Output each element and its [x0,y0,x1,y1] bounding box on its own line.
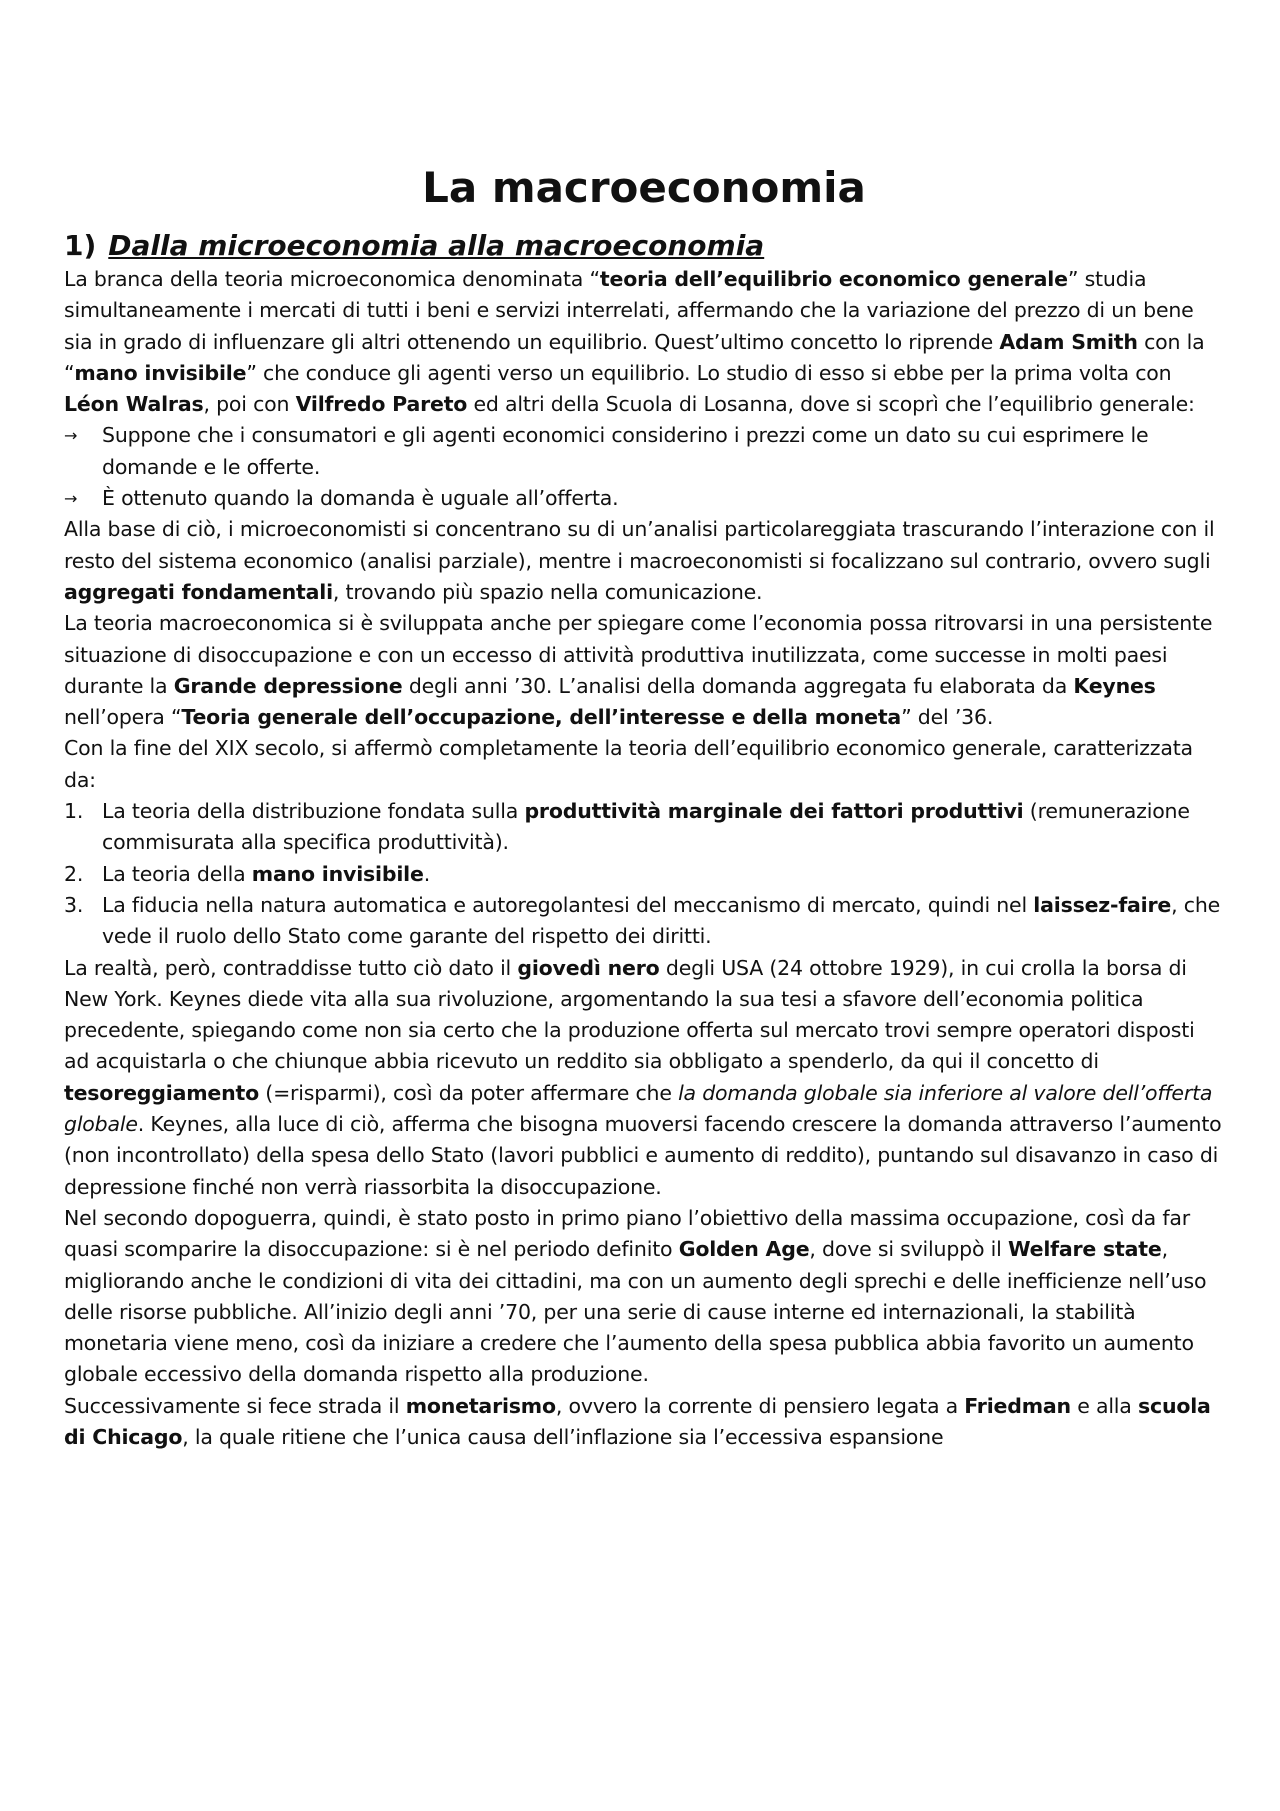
term-friedman: Friedman [964,1393,1071,1418]
term-equilibrio-generale: teoria dell’equilibrio economico generale [599,267,1068,291]
term-scuola-chicago: scuola di Chicago [64,1393,1211,1449]
term-grande-depressione: Grande depressione [173,673,403,698]
paragraph-monetarismo: Successivamente si fece strada il monetarismo, ovvero la corrente di pensiero legata a Friedman e alla scuola di Chicago, la quale ritiene che l’unica causa dell’inflazione sia l’eccessiva espansione [64,1393,1211,1449]
paragraph-dopoguerra: Nel secondo dopoguerra, quindi, è stato posto in primo piano l’obiettivo della massima occupazione, così da far quasi scomparire la disoccupazione: si è nel periodo definito Golden Age, dove si sviluppò il Welfare state, migliorando anche le condizioni di vita dei cittadini, ma con un aumento degli sprechi e delle inefficienze nell’uso delle risorse pubbliche. All’inizio degli anni ’70, per una serie di cause interne ed internazionali, la stabilità monetaria viene meno, così da iniziare a credere che l’aumento della spesa pubblica abbia favorito un aumento globale eccessivo della domanda rispetto alla produzione. [64,1205,1207,1387]
term-welfare-state: Welfare state [1007,1237,1162,1262]
paragraph-analisi: Alla base di ciò, i microeconomisti si concentrano su di un’analisi particolareggiata trascurando l’interazione con il resto del sistema economico (analisi parziale), mentre i macroeconomisti si focalizzano sul contrario, ovvero sugli aggregati fondamentali, trovando più spazio nella comunicazione. [64,517,1215,604]
document-page [64,160,1224,1453]
list-item: 3. La fiducia nella natura automatica e autoregolantesi del meccanismo di mercato, quindi nel laissez-faire, che vede il ruolo dello Stato come garante del rispetto dei diritti. [64,892,1221,949]
section-number: 1) [64,229,97,262]
paragraph-xix-secolo: Con la fine del XIX secolo, si affermò completamente la teoria dell’equilibrio economico generale, caratterizzata da: [64,736,1193,792]
term-mano-invisibile: mano invisibile [74,360,247,385]
term-keynes: Keynes [1073,673,1156,698]
term-leon-walras: Léon Walras [64,392,204,417]
list-item: → È ottenuto quando la domanda è uguale all’offerta. [64,483,1224,514]
emphasis-domanda-globale: la domanda globale sia inferiore al valore dell’offerta globale [64,1080,1213,1137]
term-giovedi-nero: giovedì nero [517,955,660,980]
paragraph-equilibrio: La branca della teoria microeconomica denominata “teoria dell’equilibrio economico generale” studia simultaneamente i mercati di tutti i beni e servizi interrelati, affermando che la variazione del prezzo di un bene sia in grado di influenzare gli altri ottenendo un equilibrio. Quest’ultimo concetto lo riprende Adam Smith con la “mano invisibile” che conduce gli agenti verso un equilibrio. Lo studio di esso si ebbe per la prima volta con Léon Walras, poi con Vilfredo Pareto ed altri della Scuola di Losanna, dove si scoprì che l’equilibrio generale: [64,267,1205,417]
section-heading [64,228,1224,264]
term-monetarismo: monetarismo [405,1393,556,1418]
paragraph-giovedi-nero: La realtà, però, contraddisse tutto ciò dato il giovedì nero degli USA (24 ottobre 1929), in cui crolla la borsa di New York. Keynes diede vita alla sua rivoluzione, argomentando la sua tesi a sfavore dell’economia politica precedente, spiegando come non sia certo che la produzione offerta sul mercato trovi sempre operatori disposti ad acquistarla o che chiunque abbia ricevuto un reddito sia obbligato a spenderlo, da qui il concetto di tesoreggiamento (=risparmi), così da poter affermare che la domanda globale sia inferiore al valore dell’offerta globale. Keynes, alla luce di ciò, afferma che bisogna muoversi facendo crescere la domanda attraverso l’aumento (non incontrollato) della spesa dello Stato (lavori pubblici e aumento di reddito), puntando sul disavanzo in caso di depressione finché non verrà riassorbita la disoccupazione. [64,955,1222,1199]
paragraph-keynes-intro: La teoria macroeconomica si è sviluppata anche per spiegare come l’economia possa ritrovarsi in una persistente situazione di disoccupazione e con un eccesso di attività produttiva inutilizzata, come successe in molti paesi durante la Grande depressione degli anni ’30. L’analisi della domanda aggregata fu elaborata da Keynes nell’opera “Teoria generale dell’occupazione, dell’interesse e della moneta” del ’36. [64,611,1213,730]
term-vilfredo-pareto: Vilfredo Pareto [295,392,468,417]
arrow-right-icon: → [64,489,78,509]
page-title: La macroeconomia [422,163,866,212]
numbered-list [64,796,1224,952]
list-item: 2. La teoria della mano invisibile. [64,861,431,886]
section-title: Dalla microeconomia alla macroeconomia [108,229,765,262]
term-golden-age: Golden Age [678,1237,810,1262]
list-item: 1. La teoria della distribuzione fondata sulla produttività marginale dei fattori produttivi (remunerazione commisurata alla specifica produttività). [64,799,1190,855]
term-tesoreggiamento: tesoreggiamento [64,1080,259,1105]
term-adam-smith: Adam Smith [999,329,1138,354]
term-aggregati: aggregati fondamentali [64,579,333,604]
arrow-list [64,420,1224,514]
term-teoria-generale: Teoria generale dell’occupazione, dell’interesse e della moneta [181,705,902,730]
arrow-right-icon: → [64,426,78,446]
list-item: → Suppone che i consumatori e gli agenti economici considerino i prezzi come un dato su cui esprimere le domande e le offerte. [64,420,1224,483]
